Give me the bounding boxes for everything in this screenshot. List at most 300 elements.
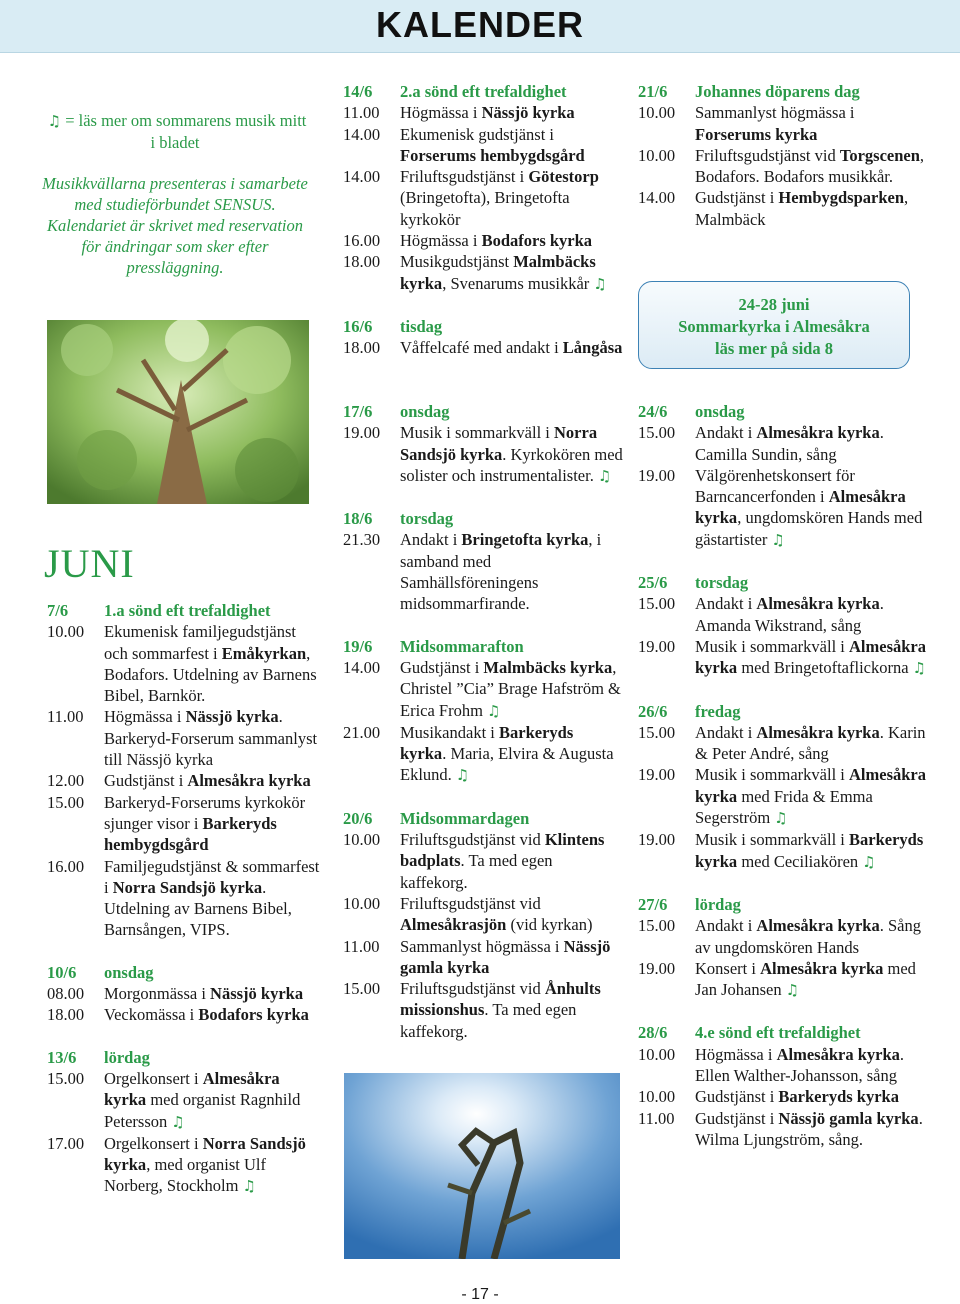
- day-date: 26/6: [638, 701, 668, 721]
- calendar-event: [638, 187, 928, 230]
- event-venue: Bodafors kyrka: [198, 1005, 309, 1025]
- sky-photo: [344, 1073, 620, 1259]
- event-text: . Ta med egen kaffekorg.: [400, 851, 553, 892]
- event-text: Välgörenhetskonsert för Barncancerfonden i: [695, 465, 855, 507]
- music-legend: [40, 110, 310, 153]
- day-header: [343, 316, 623, 337]
- event-time: 15.00: [638, 594, 676, 614]
- day-header: [343, 808, 623, 829]
- event-text: Musik i sommarkväll i: [695, 765, 849, 785]
- event-venue: Nässjö gamla kyrka: [778, 1108, 919, 1128]
- event-text: Gudstjänst i: [400, 657, 484, 677]
- event-venue: Almesåkra kyrka: [187, 771, 311, 791]
- event-time: 19.00: [343, 423, 381, 443]
- event-time: 21.00: [343, 722, 381, 742]
- day-title: lördag: [695, 894, 741, 914]
- event-venue: Klintens badplats: [400, 830, 605, 871]
- event-description: [695, 102, 928, 145]
- event-text: Friluftsgudstjänst vid: [400, 979, 545, 999]
- event-venue: Ånhults missionshus: [400, 979, 601, 1020]
- event-time: 15.00: [638, 722, 676, 742]
- event-text: Sammanlyst högmässa i: [400, 936, 564, 956]
- day-header: [638, 701, 928, 722]
- day-header: [638, 894, 928, 915]
- day-date: 28/6: [638, 1023, 668, 1043]
- event-venue: Almesåkra kyrka: [756, 722, 880, 742]
- event-time: 17.00: [47, 1133, 85, 1153]
- event-text: . Utdelning av Barnens Bibel, Barnsången, VIPS.: [104, 877, 292, 940]
- event-time: 16.00: [343, 231, 381, 251]
- music-note-icon: ♫: [597, 466, 612, 485]
- calendar-day: [343, 401, 623, 487]
- calendar-event: [47, 983, 322, 1004]
- event-venue: Almesåkra kyrka: [756, 423, 880, 443]
- calendar-event: [638, 636, 928, 680]
- calendar-event: [638, 722, 928, 765]
- event-text: (Bringetofta), Bringetofta kyrkokör: [400, 188, 570, 229]
- event-description: [104, 770, 322, 791]
- event-time: 10.00: [638, 1044, 676, 1064]
- event-text: Friluftsgudstjänst vid: [400, 893, 541, 913]
- event-venue: Norra Sandsjö kyrka: [400, 423, 598, 464]
- day-title: onsdag: [695, 402, 745, 421]
- event-text: Barkeryd-Forserums kyrkokör sjunger visor i: [104, 792, 306, 833]
- event-description: [400, 936, 623, 979]
- music-note-icon: ♫: [242, 1177, 256, 1196]
- event-description: [695, 829, 928, 873]
- event-text: Friluftsgudstjänst vid: [400, 830, 545, 850]
- calendar-day: [638, 894, 928, 1001]
- tree-photo: [47, 320, 309, 504]
- music-note-icon: ♫: [47, 112, 62, 130]
- intro-note: [40, 110, 310, 278]
- calendar-day: [638, 81, 928, 230]
- event-text: med Jan Johansen: [695, 958, 916, 1000]
- day-header: [638, 1022, 928, 1043]
- event-venue: Nässjö kyrka: [185, 707, 279, 727]
- event-text: , ungdomskören Hands med gästartister: [695, 508, 923, 549]
- event-text: Gudstjänst i: [695, 1087, 779, 1107]
- event-time: 08.00: [47, 984, 85, 1004]
- event-description: [695, 1086, 928, 1107]
- callout-title: Sommarkyrka i Almesåkra: [678, 317, 870, 336]
- event-time: 14.00: [343, 124, 381, 144]
- day-header: [47, 600, 322, 621]
- calendar-event: [343, 529, 623, 614]
- event-description: [695, 465, 928, 551]
- event-text: , Svenarums musikkår: [442, 273, 590, 293]
- event-description: [695, 145, 928, 188]
- day-date: 17/6: [343, 402, 373, 421]
- event-text: Gudstjänst i: [104, 771, 188, 791]
- event-time: 18.00: [343, 252, 381, 272]
- event-venue: Hembygdsparken: [778, 188, 905, 208]
- event-time: 18.00: [47, 1005, 85, 1025]
- event-description: [695, 422, 928, 465]
- day-title: torsdag: [400, 509, 454, 529]
- event-venue: Emåkyrkan: [221, 643, 307, 663]
- day-date: 21/6: [638, 82, 668, 101]
- music-note-icon: ♫: [771, 530, 785, 549]
- event-text: . Wilma Ljungström, sång.: [695, 1108, 923, 1149]
- day-date: 13/6: [47, 1047, 77, 1067]
- event-time: 15.00: [638, 423, 676, 443]
- event-description: [400, 893, 623, 936]
- day-date: 20/6: [343, 808, 373, 828]
- event-venue: Almesåkra kyrka: [104, 1068, 280, 1110]
- event-text: , i samband med Samhällsföreningens midsommarfirande.: [400, 530, 602, 614]
- event-text: Musikandakt i: [400, 722, 499, 742]
- event-venue: Nässjö kyrka: [481, 103, 575, 123]
- event-text: . Karin & Peter André, sång: [695, 722, 926, 764]
- event-venue: Barkeryds kyrka: [400, 722, 574, 764]
- event-text: . Camilla Sundin, sång: [695, 423, 884, 464]
- event-text: Ekumenisk gudstjänst i: [400, 124, 554, 144]
- event-description: [695, 1044, 928, 1087]
- event-venue: Långåsa: [562, 338, 623, 358]
- event-time: 19.00: [638, 765, 676, 785]
- event-text: Gudstjänst i: [695, 1108, 779, 1128]
- event-text: Ekumenisk familjegudstjänst och sommarfest i: [104, 622, 297, 663]
- calendar-event: [343, 230, 623, 251]
- event-time: 16.00: [47, 856, 85, 876]
- calendar-event: [638, 465, 928, 551]
- event-time: 15.00: [47, 1068, 85, 1088]
- month-heading: JUNI: [44, 541, 135, 586]
- day-header: [343, 401, 623, 422]
- event-text: med Frida & Emma Segerström: [695, 786, 873, 828]
- event-text: Orgelkonsert i: [104, 1068, 203, 1088]
- music-note-icon: ♫: [912, 659, 926, 678]
- event-text: Veckomässa i: [104, 1005, 199, 1025]
- event-text: . Kyrkokören med solister och instrumentalister.: [400, 444, 623, 485]
- event-text: Friluftsgudstjänst vid: [695, 145, 840, 165]
- event-venue: Nässjö gamla kyrka: [400, 936, 611, 977]
- event-description: [400, 722, 623, 787]
- day-date: 7/6: [47, 601, 69, 620]
- callout-link-text: läs mer på sida 8: [715, 339, 833, 358]
- calendar-day: [638, 1022, 928, 1150]
- event-description: [104, 856, 322, 941]
- day-date: 10/6: [47, 962, 77, 982]
- event-time: 11.00: [638, 1108, 675, 1128]
- event-description: [400, 657, 623, 722]
- day-header: [638, 572, 928, 593]
- event-venue: Forserums kyrka: [695, 124, 818, 144]
- day-title: fredag: [695, 701, 741, 721]
- event-venue: Almesåkra kyrka: [776, 1044, 900, 1064]
- day-header: [47, 962, 322, 983]
- event-description: [400, 166, 623, 230]
- day-header: [47, 1047, 322, 1068]
- event-description: [400, 251, 623, 295]
- event-venue: Malmbäcks kyrka: [483, 657, 613, 677]
- event-text: . Barkeryd-Forserum sammanlyst till Nässjö kyrka: [104, 707, 318, 770]
- event-description: [104, 621, 322, 706]
- event-time: 11.00: [47, 707, 84, 727]
- event-description: [104, 706, 322, 770]
- event-description: [400, 337, 623, 358]
- event-description: [104, 1133, 322, 1198]
- day-date: 27/6: [638, 894, 668, 914]
- event-text: , Bodafors. Utdelning av Barnens Bibel, Barnkör.: [104, 643, 317, 706]
- event-time: 10.00: [638, 103, 676, 123]
- calendar-event: [343, 166, 623, 230]
- event-description: [695, 636, 928, 680]
- calendar-event: [638, 829, 928, 873]
- event-venue: Almesåkrasjön: [400, 915, 507, 935]
- calendar-day: [343, 808, 623, 1042]
- page-number: - 17 -: [461, 1286, 499, 1303]
- calendar-event: [47, 706, 322, 770]
- page-title: KALENDER: [375, 4, 584, 45]
- event-text: Andakt i: [695, 423, 757, 443]
- event-description: [695, 915, 928, 958]
- event-time: 15.00: [343, 979, 381, 999]
- event-text: (vid kyrkan): [506, 915, 593, 935]
- event-time: 15.00: [47, 792, 85, 812]
- day-date: 16/6: [343, 316, 373, 336]
- calendar-day: [638, 701, 928, 873]
- day-date: 18/6: [343, 509, 373, 529]
- day-header: [343, 508, 623, 529]
- day-date: 24/6: [638, 402, 668, 421]
- day-date: 25/6: [638, 573, 668, 593]
- event-time: 19.00: [638, 636, 676, 656]
- calendar-event: [638, 422, 928, 465]
- calendar-event: [47, 792, 322, 856]
- event-text: Andakt i: [695, 722, 757, 742]
- event-text: Gudstjänst i: [695, 188, 779, 208]
- event-venue: Almesåkra kyrka: [756, 916, 880, 936]
- calendar-day: [638, 572, 928, 679]
- event-text: Musik i sommarkväll i: [695, 830, 849, 850]
- event-description: [104, 983, 322, 1004]
- event-venue: Almesåkra kyrka: [695, 765, 926, 806]
- day-title: 1.a sönd eft trefaldighet: [104, 601, 271, 620]
- event-time: 11.00: [343, 936, 380, 956]
- event-text: Konsert i: [695, 958, 761, 978]
- event-venue: Almesåkra kyrka: [760, 958, 884, 978]
- calendar-day: [638, 401, 928, 551]
- calendar-column-3-bottom: [638, 401, 928, 1171]
- calendar-event: [343, 936, 623, 979]
- calendar-event: [47, 1004, 322, 1025]
- calendar-event: [343, 893, 623, 936]
- event-time: 10.00: [343, 893, 381, 913]
- event-time: 10.00: [343, 830, 381, 850]
- day-header: [638, 401, 928, 422]
- sommarkyrka-callout: [638, 281, 910, 369]
- event-text: Musik i sommarkväll i: [695, 636, 849, 656]
- event-text: . Amanda Wikstrand, sång: [695, 594, 884, 635]
- intro-text: Musikkvällarna presenteras i samarbete med studieförbundet SENSUS. Kalendariet är skrivet med reservation för ändringar som sker efter pressläggning.: [42, 174, 308, 277]
- day-title: tisdag: [400, 316, 443, 336]
- event-venue: Torgscenen: [839, 145, 920, 165]
- event-time: 14.00: [343, 167, 381, 187]
- day-date: 19/6: [343, 636, 373, 656]
- day-title: 4.e sönd eft trefaldighet: [695, 1023, 861, 1043]
- calendar-event: [638, 593, 928, 636]
- calendar-event: [343, 337, 623, 358]
- event-venue: Forserums hembygdsgård: [400, 145, 585, 165]
- event-text: med organist Ragnhild Petersson: [104, 1090, 301, 1131]
- day-title: onsdag: [104, 962, 154, 982]
- day-title: lördag: [104, 1047, 150, 1067]
- event-venue: Nässjö kyrka: [210, 984, 304, 1004]
- event-time: 18.00: [343, 338, 381, 358]
- event-text: . Ta med egen kaffekorg.: [400, 1000, 577, 1041]
- event-text: Sammanlyst högmässa i: [695, 103, 855, 123]
- calendar-event: [343, 102, 623, 123]
- event-text: . Sång av ungdomskören Hands: [695, 916, 921, 957]
- event-text: , Malmbäck: [695, 188, 909, 229]
- calendar-event: [47, 621, 322, 706]
- event-text: Högmässa i: [695, 1044, 777, 1064]
- day-date: 14/6: [343, 82, 373, 101]
- event-text: , med organist Ulf Norberg, Stockholm: [104, 1155, 266, 1196]
- event-description: [400, 102, 623, 123]
- calendar-day: [343, 81, 623, 295]
- event-text: , Christel ”Cia” Brage Hafström & Erica Frohm: [400, 657, 621, 720]
- event-description: [104, 1004, 322, 1025]
- event-text: med Bringetoftaflickorna: [737, 658, 909, 678]
- event-text: Friluftsgudstjänst i: [400, 167, 529, 187]
- event-description: [104, 1068, 322, 1133]
- event-text: Musik i sommarkväll i: [400, 423, 554, 443]
- event-text: . Maria, Elvira & Augusta Eklund.: [400, 744, 614, 785]
- event-venue: Norra Sandsjö kyrka: [104, 1133, 306, 1175]
- event-text: med Ceciliakören: [737, 851, 859, 871]
- event-time: 10.00: [638, 1087, 676, 1107]
- event-description: [400, 829, 623, 893]
- event-text: Orgelkonsert i: [104, 1133, 203, 1153]
- music-note-icon: ♫: [785, 981, 800, 1000]
- calendar-event: [343, 722, 623, 787]
- event-text: Andakt i: [695, 594, 757, 614]
- music-note-icon: ♫: [171, 1112, 185, 1131]
- event-venue: Norra Sandsjö kyrka: [112, 877, 263, 897]
- event-time: 10.00: [47, 622, 85, 642]
- calendar-event: [638, 915, 928, 958]
- calendar-event: [638, 1108, 928, 1151]
- event-time: 19.00: [638, 465, 676, 485]
- calendar-event: [638, 1044, 928, 1087]
- calendar-day: [47, 1047, 322, 1198]
- event-venue: Götestorp: [528, 167, 599, 187]
- event-time: 14.00: [343, 657, 381, 677]
- event-description: [695, 187, 928, 230]
- event-description: [695, 593, 928, 636]
- event-description: [695, 1108, 928, 1151]
- event-venue: Barkeryds hembygdsgård: [104, 813, 277, 855]
- day-title: Midsommarafton: [400, 636, 524, 656]
- calendar-event: [343, 657, 623, 722]
- event-text: Våffelcafé med andakt i: [400, 338, 563, 358]
- event-venue: Almesåkra kyrka: [756, 594, 880, 614]
- calendar-day: [47, 600, 322, 941]
- calendar-event: [47, 856, 322, 941]
- calendar-event: [47, 1133, 322, 1198]
- calendar-column-2-bottom: [343, 401, 623, 1063]
- event-text: Högmässa i: [104, 707, 186, 727]
- calendar-column-1: [47, 600, 322, 1219]
- music-note-icon: ♫: [486, 701, 501, 720]
- callout-dates: 24-28 juni: [738, 295, 810, 314]
- calendar-event: [638, 102, 928, 145]
- event-time: 11.00: [343, 103, 380, 123]
- event-time: 12.00: [47, 771, 85, 791]
- calendar-event: [343, 124, 623, 167]
- calendar-event: [343, 829, 623, 893]
- event-time: 19.00: [638, 830, 676, 850]
- event-time: 15.00: [638, 916, 676, 936]
- music-note-icon: ♫: [593, 274, 607, 293]
- calendar-event: [343, 422, 623, 487]
- calendar-event: [638, 958, 928, 1002]
- event-text: , Bodafors. Bodafors musikkår.: [695, 145, 925, 187]
- calendar-day: [343, 316, 623, 359]
- event-text: Morgonmässa i: [104, 984, 211, 1004]
- event-text: Andakt i: [695, 916, 757, 936]
- event-text: Högmässa i: [400, 103, 482, 123]
- event-venue: Malmbäcks kyrka: [400, 252, 596, 293]
- calendar-event: [638, 145, 928, 188]
- calendar-event: [343, 251, 623, 295]
- event-description: [400, 124, 623, 167]
- calendar-event: [638, 764, 928, 829]
- day-title: torsdag: [695, 573, 749, 593]
- event-description: [104, 792, 322, 856]
- event-time: 21.30: [343, 530, 381, 550]
- event-description: [400, 230, 623, 251]
- event-venue: Almesåkra kyrka: [695, 636, 926, 678]
- music-note-icon: ♫: [862, 852, 876, 871]
- event-time: 19.00: [638, 958, 676, 978]
- event-venue: Barkeryds kyrka: [695, 830, 924, 871]
- event-time: 10.00: [638, 145, 676, 165]
- legend-text: = läs mer om sommarens musik mitt i bladet: [65, 111, 307, 152]
- event-venue: Bodafors kyrka: [481, 231, 593, 251]
- event-text: Högmässa i: [400, 231, 482, 251]
- event-description: [400, 978, 623, 1042]
- music-note-icon: ♫: [774, 809, 788, 828]
- music-note-icon: ♫: [455, 766, 470, 785]
- event-text: Andakt i: [400, 530, 462, 550]
- day-header: [638, 81, 928, 102]
- day-header: [343, 636, 623, 657]
- day-title: Johannes döparens dag: [695, 82, 860, 101]
- calendar-event: [47, 1068, 322, 1133]
- event-description: [695, 764, 928, 829]
- calendar-day: [47, 962, 322, 1026]
- event-venue: Almesåkra kyrka: [695, 487, 906, 528]
- calendar-column-2-top: [343, 81, 623, 380]
- calendar-event: [343, 978, 623, 1042]
- day-title: Midsommardagen: [400, 808, 530, 828]
- event-text: Musikgudstjänst: [400, 252, 514, 272]
- event-venue: Barkeryds kyrka: [778, 1087, 899, 1107]
- event-text: . Ellen Walther-Johansson, sång: [695, 1044, 904, 1086]
- day-header: [343, 81, 623, 102]
- event-text: Familjegudstjänst & sommarfest i: [104, 856, 320, 897]
- event-description: [400, 422, 623, 487]
- calendar-column-3-top: [638, 81, 928, 251]
- event-description: [695, 958, 928, 1002]
- event-description: [695, 722, 928, 765]
- event-description: [400, 529, 623, 614]
- calendar-day: [343, 508, 623, 614]
